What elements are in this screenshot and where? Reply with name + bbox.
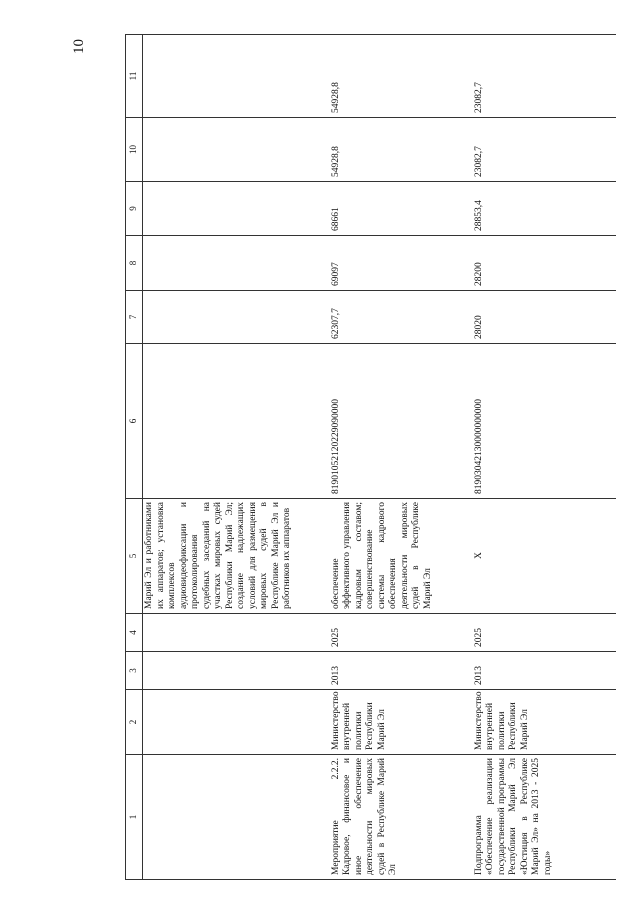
header-cell: 8 [126,236,143,291]
row-description: обеспечение эффективного управления кадровым составом; совершенствование системы кадрового обеспечения деятельности мировых судей в Республике Марий Эл [323,499,466,614]
row-value-8: 69097 [323,236,466,291]
row-value-7 [143,291,323,344]
row-budget-code: 81901052120229090000 [323,344,466,499]
row-value-8 [143,236,323,291]
header-cell: 1 [126,755,143,880]
row-budget-code: 81903042130000000000 [466,344,616,499]
row-end-year: 2025 [466,614,616,652]
row-value-8: 28200 [466,236,616,291]
row-end-year [143,614,323,652]
header-cell: 5 [126,499,143,614]
row-executor: Министерство внутренней политики Республики Марий Эл [466,690,616,755]
rotated-table-wrapper [125,35,620,880]
header-cell: 6 [126,344,143,499]
row-start-year [143,652,323,690]
row-value-11 [143,35,323,118]
row-value-9: 28853,4 [466,182,616,236]
row-name: Подпрограмма «Обеспечение реализации государственной программы Республики Марий Эл «Юстиция в Республике Марий Эл» на 2013 - 2025 годы» [466,755,616,880]
program-table [125,34,616,880]
header-cell: 11 [126,35,143,118]
header-cell: 2 [126,690,143,755]
row-value-10 [143,118,323,182]
row-name [143,755,323,880]
row-description: Х [466,499,616,614]
header-cell: 4 [126,614,143,652]
row-value-7: 62307,7 [323,291,466,344]
header-row [126,35,143,880]
row-value-9 [143,182,323,236]
row-value-9: 68661 [323,182,466,236]
header-cell: 3 [126,652,143,690]
header-cell: 7 [126,291,143,344]
row-start-year: 2013 [466,652,616,690]
row-value-10: 54928,8 [323,118,466,182]
row-budget-code [143,344,323,499]
row-description: Марий Эл и работниками их аппаратов; установка комплексов аудиовидеофиксации и протоколирования судебных заседаний на участках мировых судей Республики Марий Эл; создание надлежащих условий для размещения мировых судей в Республике Марий Эл и работников их аппаратов [143,499,323,614]
row-start-year: 2013 [323,652,466,690]
row-value-10: 23082,7 [466,118,616,182]
row-value-11: 23082,7 [466,35,616,118]
table-row [323,35,466,880]
row-end-year: 2025 [323,614,466,652]
page-number: 10 [71,39,87,54]
row-value-7: 28020 [466,291,616,344]
row-executor [143,690,323,755]
table-row [466,35,616,880]
table-row [143,35,323,880]
row-value-11: 54928,8 [323,35,466,118]
row-name: Мероприятие 2.2.2. Кадровое, финансовое и иное обеспечение деятельности мировых судей в Республике Марий Эл [323,755,466,880]
header-cell: 9 [126,182,143,236]
row-executor: Министерство внутренней политики Республики Марий Эл [323,690,466,755]
header-cell: 10 [126,118,143,182]
